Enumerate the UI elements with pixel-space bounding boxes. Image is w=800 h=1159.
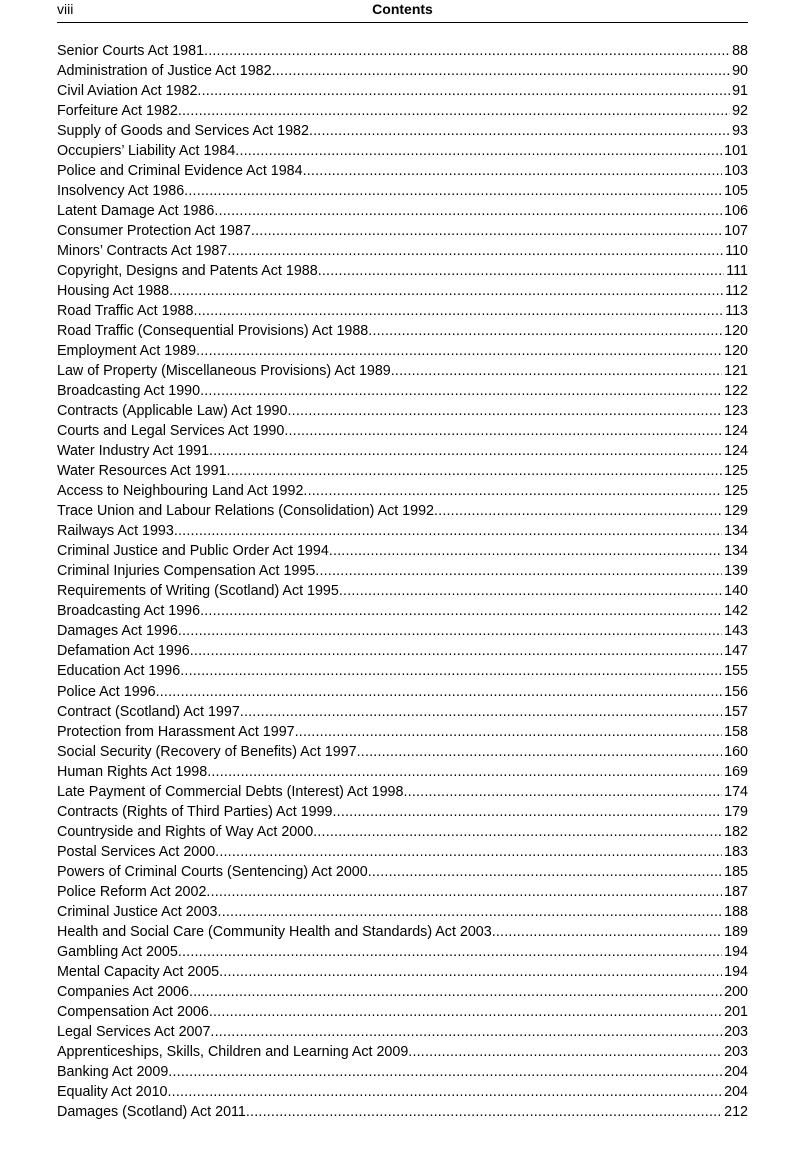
dot-leader	[204, 41, 730, 61]
toc-entry	[57, 1082, 748, 1102]
toc-entry-title: Law of Property (Miscellaneous Provisions) Act 1989	[57, 363, 391, 380]
toc-entry-page-number: 160	[724, 743, 748, 760]
toc-entry	[57, 201, 748, 221]
dot-leader	[174, 521, 722, 541]
toc-entry-title: Road Traffic Act 1988	[57, 303, 194, 320]
toc-entry	[57, 702, 748, 722]
toc-entry-title: Forfeiture Act 1982	[57, 103, 178, 120]
toc-entry-title: Compensation Act 2006	[57, 1003, 209, 1020]
toc-entry	[57, 61, 748, 81]
toc-entry	[57, 1062, 748, 1082]
toc-entry	[57, 842, 748, 862]
dot-leader	[200, 381, 722, 401]
toc-entry-title: Housing Act 1988	[57, 283, 170, 300]
toc-entry-title: Education Act 1996	[57, 663, 181, 680]
dot-leader	[332, 802, 722, 822]
toc-entry-page-number: 92	[732, 103, 748, 120]
dot-leader	[214, 201, 722, 221]
toc-entry-page-number: 113	[725, 303, 748, 320]
dot-leader	[196, 341, 722, 361]
toc-entry	[57, 301, 748, 321]
toc-entry-title: Requirements of Writing (Scotland) Act 1995	[57, 583, 339, 600]
toc-entry-page-number: 103	[724, 163, 748, 180]
toc-entry	[57, 41, 748, 61]
dot-leader	[309, 121, 730, 141]
dot-leader	[209, 441, 722, 461]
page-number: viii	[57, 1, 74, 17]
toc-entry-title: Water Industry Act 1991	[57, 443, 210, 460]
toc-entry	[57, 802, 748, 822]
dot-leader	[215, 842, 722, 862]
toc-entry-page-number: 134	[724, 543, 748, 560]
toc-entry-title: Protection from Harassment Act 1997	[57, 723, 295, 740]
toc-entry-title: Railways Act 1993	[57, 523, 174, 540]
toc-entry-title: Occupiers’ Liability Act 1984	[57, 143, 236, 160]
toc-entry	[57, 221, 748, 241]
dot-leader	[357, 742, 723, 762]
toc-entry	[57, 541, 748, 561]
toc-entry-title: Companies Act 2006	[57, 983, 189, 1000]
toc-entry	[57, 621, 748, 641]
toc-entry-page-number: 157	[724, 703, 748, 720]
toc-entry-page-number: 124	[724, 443, 748, 460]
toc-entry	[57, 421, 748, 441]
dot-leader	[209, 1002, 722, 1022]
toc-entry	[57, 1002, 748, 1022]
dot-leader	[190, 641, 722, 661]
toc-entry-title: Countryside and Rights of Way Act 2000	[57, 823, 314, 840]
dot-leader	[227, 241, 723, 261]
dot-leader	[315, 561, 722, 581]
toc-entry	[57, 822, 748, 842]
toc-entry	[57, 181, 748, 201]
dot-leader	[235, 141, 722, 161]
toc-entry	[57, 161, 748, 181]
dot-leader	[272, 61, 731, 81]
toc-entry	[57, 762, 748, 782]
running-head-title: Contents	[372, 1, 433, 17]
toc-entry	[57, 1022, 748, 1042]
toc-entry	[57, 641, 748, 661]
toc-entry-page-number: 155	[724, 663, 748, 680]
toc-entry-page-number: 134	[724, 523, 748, 540]
toc-entry	[57, 1102, 748, 1122]
toc-entry	[57, 261, 748, 281]
dot-leader	[303, 161, 723, 181]
toc-entry-page-number: 90	[732, 63, 748, 80]
toc-entry-title: Gambling Act 2005	[57, 943, 178, 960]
dot-leader	[339, 581, 722, 601]
toc-entry-title: Late Payment of Commercial Debts (Interest) Act 1998	[57, 783, 404, 800]
toc-entry-page-number: 179	[724, 803, 748, 820]
dot-leader	[313, 822, 722, 842]
dot-leader	[218, 902, 723, 922]
toc-entry	[57, 661, 748, 681]
toc-entry-page-number: 189	[724, 923, 748, 940]
toc-entry	[57, 682, 748, 702]
toc-entry	[57, 341, 748, 361]
dot-leader	[169, 281, 723, 301]
toc-entry-title: Contract (Scotland) Act 1997	[57, 703, 240, 720]
dot-leader	[189, 982, 722, 1002]
toc-entry	[57, 722, 748, 742]
toc-entry	[57, 882, 748, 902]
dot-leader	[368, 321, 722, 341]
toc-entry-title: Human Rights Act 1998	[57, 763, 208, 780]
toc-entry-page-number: 121	[724, 363, 748, 380]
dot-leader	[251, 221, 722, 241]
dot-leader	[167, 1082, 722, 1102]
toc-entry-page-number: 101	[724, 143, 748, 160]
dot-leader	[403, 782, 722, 802]
toc-entry-title: Police Reform Act 2002	[57, 883, 207, 900]
toc-entry-title: Insolvency Act 1986	[57, 183, 185, 200]
toc-entry	[57, 962, 748, 982]
dot-leader	[287, 401, 722, 421]
toc-entry-title: Water Resources Act 1991	[57, 463, 227, 480]
toc-entry-title: Civil Aviation Act 1982	[57, 83, 198, 100]
toc-entry-title: Consumer Protection Act 1987	[57, 223, 251, 240]
toc-entry-page-number: 105	[724, 183, 748, 200]
dot-leader	[318, 261, 725, 281]
toc-entry	[57, 401, 748, 421]
toc-entry-page-number: 142	[724, 603, 748, 620]
toc-entry-page-number: 201	[724, 1003, 748, 1020]
toc-entry	[57, 481, 748, 501]
dot-leader	[368, 862, 722, 882]
toc-entry-page-number: 125	[724, 483, 748, 500]
toc-entry-page-number: 112	[725, 283, 748, 300]
toc-entry-title: Administration of Justice Act 1982	[57, 63, 272, 80]
dot-leader	[210, 1022, 722, 1042]
toc-entry-page-number: 194	[724, 943, 748, 960]
toc-entry-page-number: 120	[724, 343, 748, 360]
toc-entry-page-number: 204	[724, 1063, 748, 1080]
toc-entry	[57, 321, 748, 341]
dot-leader	[168, 1062, 722, 1082]
dot-leader	[284, 421, 722, 441]
toc-entry-page-number: 93	[732, 123, 748, 140]
toc-entry-page-number: 122	[724, 383, 748, 400]
toc-entry-title: Copyright, Designs and Patents Act 1988	[57, 263, 318, 280]
toc-entry-title: Legal Services Act 2007	[57, 1023, 211, 1040]
toc-entry-page-number: 187	[724, 883, 748, 900]
page-header	[57, 0, 748, 23]
toc-entry-page-number: 139	[724, 563, 748, 580]
toc-entry-page-number: 212	[724, 1103, 748, 1120]
toc-entry-page-number: 125	[724, 463, 748, 480]
dot-leader	[492, 922, 722, 942]
toc-entry	[57, 501, 748, 521]
dot-leader	[206, 882, 722, 902]
toc-entry-page-number: 204	[724, 1083, 748, 1100]
toc-entry-page-number: 183	[724, 843, 748, 860]
toc-entry-page-number: 174	[724, 783, 748, 800]
toc-entry	[57, 381, 748, 401]
toc-entry-title: Banking Act 2009	[57, 1063, 169, 1080]
dot-leader	[391, 361, 722, 381]
toc-entry-title: Health and Social Care (Community Health and Standards) Act 2003	[57, 923, 492, 940]
toc-entry-title: Damages Act 1996	[57, 623, 178, 640]
toc-entry	[57, 782, 748, 802]
toc-entry-page-number: 194	[724, 963, 748, 980]
toc-entry-title: Courts and Legal Services Act 1990	[57, 423, 285, 440]
toc-entry-title: Police and Criminal Evidence Act 1984	[57, 163, 303, 180]
toc-entry	[57, 742, 748, 762]
toc-entry-title: Powers of Criminal Courts (Sentencing) Act 2000	[57, 863, 368, 880]
dot-leader	[246, 1102, 722, 1122]
toc-entry	[57, 581, 748, 601]
toc-entry	[57, 441, 748, 461]
toc-entry	[57, 902, 748, 922]
toc-entry-page-number: 200	[724, 983, 748, 1000]
dot-leader	[295, 722, 723, 742]
toc-entry	[57, 521, 748, 541]
toc-entry-title: Apprenticeships, Skills, Children and Learning Act 2009	[57, 1043, 409, 1060]
toc-entry-title: Senior Courts Act 1981	[57, 43, 205, 59]
toc-entry-page-number: 107	[724, 223, 748, 240]
toc-entry-title: Trace Union and Labour Relations (Consolidation) Act 1992	[57, 503, 434, 520]
toc-entry	[57, 101, 748, 121]
toc-entry-page-number: 158	[724, 723, 748, 740]
toc-entry-title: Broadcasting Act 1996	[57, 603, 201, 620]
toc-entry-page-number: 88	[732, 43, 748, 59]
toc-entry-page-number: 129	[724, 503, 748, 520]
toc-entry-title: Mental Capacity Act 2005	[57, 963, 220, 980]
toc-entry-page-number: 147	[724, 643, 748, 660]
dot-leader	[434, 501, 722, 521]
toc-entry-title: Criminal Justice and Public Order Act 1994	[57, 543, 329, 560]
toc-entry	[57, 461, 748, 481]
toc-entry	[57, 862, 748, 882]
toc-entry	[57, 281, 748, 301]
toc-entry-title: Criminal Justice Act 2003	[57, 903, 218, 920]
toc-entry-page-number: 169	[724, 763, 748, 780]
dot-leader	[184, 181, 722, 201]
dot-leader	[197, 81, 730, 101]
toc-entry	[57, 141, 748, 161]
toc-entry-title: Contracts (Applicable Law) Act 1990	[57, 403, 288, 420]
toc-entry	[57, 922, 748, 942]
dot-leader	[178, 942, 722, 962]
toc-entry-title: Equality Act 2010	[57, 1083, 168, 1100]
toc-entry-page-number: 143	[724, 623, 748, 640]
toc-entry-page-number: 203	[724, 1023, 748, 1040]
toc-entry	[57, 601, 748, 621]
toc-entry-page-number: 188	[724, 903, 748, 920]
toc-entry-page-number: 123	[724, 403, 748, 420]
toc-entry-title: Social Security (Recovery of Benefits) Act 1997	[57, 743, 357, 760]
toc-entry	[57, 241, 748, 261]
toc-entry	[57, 121, 748, 141]
dot-leader	[180, 661, 722, 681]
toc-entry-title: Road Traffic (Consequential Provisions) Act 1988	[57, 323, 369, 340]
toc-entry-page-number: 111	[726, 263, 748, 280]
toc-entry-title: Criminal Injuries Compensation Act 1995	[57, 563, 316, 580]
dot-leader	[303, 481, 722, 501]
table-of-contents	[57, 41, 748, 1122]
dot-leader	[200, 601, 722, 621]
toc-entry-page-number: 106	[724, 203, 748, 220]
dot-leader	[240, 702, 722, 722]
toc-entry-title: Minors’ Contracts Act 1987	[57, 243, 228, 260]
toc-entry-title: Latent Damage Act 1986	[57, 203, 215, 220]
toc-entry-title: Employment Act 1989	[57, 343, 197, 360]
toc-entry-page-number: 182	[724, 823, 748, 840]
dot-leader	[193, 301, 723, 321]
toc-entry-page-number: 140	[724, 583, 748, 600]
dot-leader	[227, 461, 723, 481]
toc-entry	[57, 81, 748, 101]
toc-entry-page-number: 203	[724, 1043, 748, 1060]
toc-entry	[57, 361, 748, 381]
dot-leader	[408, 1042, 722, 1062]
toc-entry-title: Postal Services Act 2000	[57, 843, 216, 860]
toc-entry-page-number: 110	[725, 243, 748, 260]
toc-entry-title: Damages (Scotland) Act 2011	[57, 1103, 246, 1120]
dot-leader	[178, 621, 722, 641]
toc-entry-title: Supply of Goods and Services Act 1982	[57, 123, 309, 140]
toc-entry-title: Police Act 1996	[57, 683, 156, 700]
toc-entry	[57, 942, 748, 962]
toc-entry-title: Access to Neighbouring Land Act 1992	[57, 483, 304, 500]
toc-entry-page-number: 120	[724, 323, 748, 340]
toc-entry-page-number: 91	[732, 83, 748, 100]
toc-entry	[57, 1042, 748, 1062]
toc-entry-title: Contracts (Rights of Third Parties) Act 1999	[57, 803, 333, 820]
toc-entry-page-number: 185	[724, 863, 748, 880]
toc-entry-title: Broadcasting Act 1990	[57, 383, 201, 400]
dot-leader	[178, 101, 730, 121]
toc-entry	[57, 561, 748, 581]
dot-leader	[219, 962, 722, 982]
toc-entry	[57, 982, 748, 1002]
toc-entry-page-number: 156	[724, 683, 748, 700]
dot-leader	[207, 762, 722, 782]
dot-leader	[329, 541, 722, 561]
toc-entry-page-number: 124	[724, 423, 748, 440]
toc-entry-title: Defamation Act 1996	[57, 643, 190, 660]
dot-leader	[156, 682, 723, 702]
